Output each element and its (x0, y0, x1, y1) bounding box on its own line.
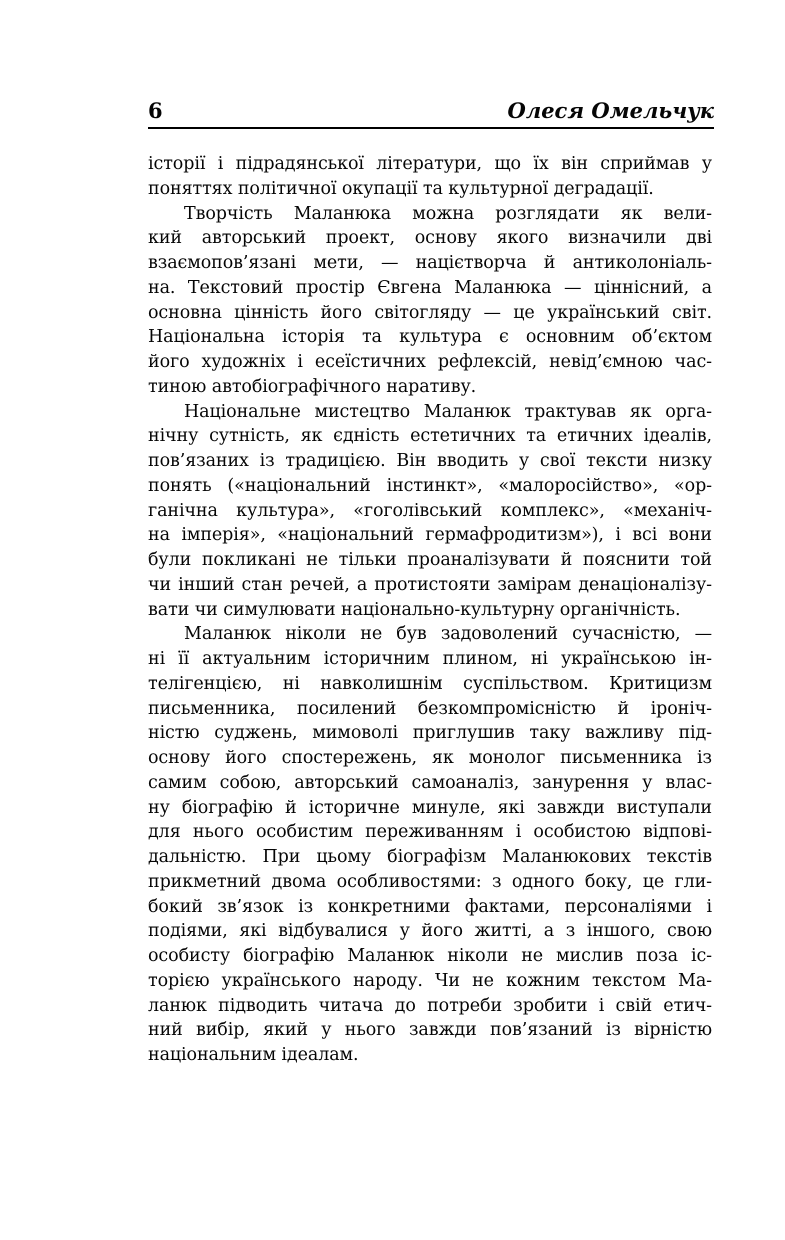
text-line: історії і підрадянської літератури, що їх він сприймав у (148, 154, 712, 174)
text-line: ланюк підводить читача до потреби зробити і свій етич- (148, 995, 712, 1016)
text-line: торією українського народу. Чи не кожним текстом Ма- (148, 970, 712, 991)
text-line: Національне мистецтво Маланюк трактував як орга- (184, 401, 712, 422)
text-line: Маланюк ніколи не був задоволений сучасністю, — (184, 624, 712, 645)
text-line: дальністю. При цьому біографізм Маланюкових текстів (148, 847, 712, 867)
text-line: бокий зв’язок із конкретними фактами, персоналіями і (148, 896, 712, 917)
text-line: взаємопов’язані мети, — націєтворча й антиколоніаль- (148, 253, 712, 273)
text-line: поняттях політичної окупації та культурної деградації. (148, 178, 654, 199)
text-line: на імперія», «національний гермафродитизм»), і всі вони (148, 525, 712, 546)
text-line: ганічна культура», «гоголівський комплекс», «механіч- (148, 500, 712, 521)
text-line: основу його спостережень, як монолог письменника із (148, 748, 712, 768)
page-header (148, 99, 714, 123)
text-line: ну біографію й історичне минуле, які завжди виступали (148, 797, 712, 818)
text-line: понять («національний інстинкт», «малоросійство», «ор- (148, 475, 712, 496)
text-line: ний вибір, який у нього завжди пов’язаний із вірністю (148, 1020, 712, 1041)
text-line: Творчість Маланюка можна розглядати як вели- (184, 203, 712, 224)
text-line: вати чи симулювати національно-культурну органічність. (148, 599, 681, 620)
text-line: чи інший стан речей, а протистояти замірам денаціоналізу- (148, 574, 712, 595)
text-line: тиною автобіографічного наративу. (148, 376, 477, 397)
text-line: подіями, які відбувалися у його житті, а з іншого, свою (148, 921, 712, 942)
text-line: основна цінність його світогляду — це український світ. (148, 302, 712, 323)
running-head-author: Олеся Омельчук (507, 98, 714, 123)
text-line: прикметний двома особливостями: з одного боку, це гли- (148, 871, 712, 892)
text-line: телігенцією, ні навколишнім суспільством. Критицизм (148, 673, 712, 694)
text-line: були покликані не тільки проаналізувати й пояснити той (148, 550, 712, 570)
text-line: письменника, посилений безкомпромісністю й іроніч- (148, 698, 712, 719)
text-line: на. Текстовий простір Євгена Маланюка — ціннісний, а (148, 277, 712, 298)
text-line: Національна історія та культура є основним об’єктом (148, 327, 712, 348)
header-rule (148, 127, 714, 129)
text-line: ністю суджень, мимоволі приглушив таку важливу під- (148, 723, 712, 744)
page-number: 6 (148, 98, 163, 123)
text-line: нічну сутність, як єдність естетичних та етичних ідеалів, (148, 426, 712, 447)
text-line: національним ідеалам. (148, 1045, 359, 1065)
text-line: ні її актуальним історичним плином, ні українською ін- (148, 649, 712, 669)
text-line: його художніх і есеїстичних рефлексій, невід’ємною час- (148, 352, 712, 372)
text-block (148, 152, 712, 1068)
text-line: кий авторський проект, основу якого визначили дві (148, 228, 712, 249)
text-line: для нього особистим переживанням і особистою відпові- (148, 822, 712, 843)
text-line: пов’язаних із традицією. Він вводить у свої тексти низку (148, 451, 712, 471)
text-line: особисту біографію Маланюк ніколи не мислив поза іс- (148, 946, 712, 966)
text-line: самим собою, авторський самоаналіз, занурення у влас- (148, 772, 712, 793)
